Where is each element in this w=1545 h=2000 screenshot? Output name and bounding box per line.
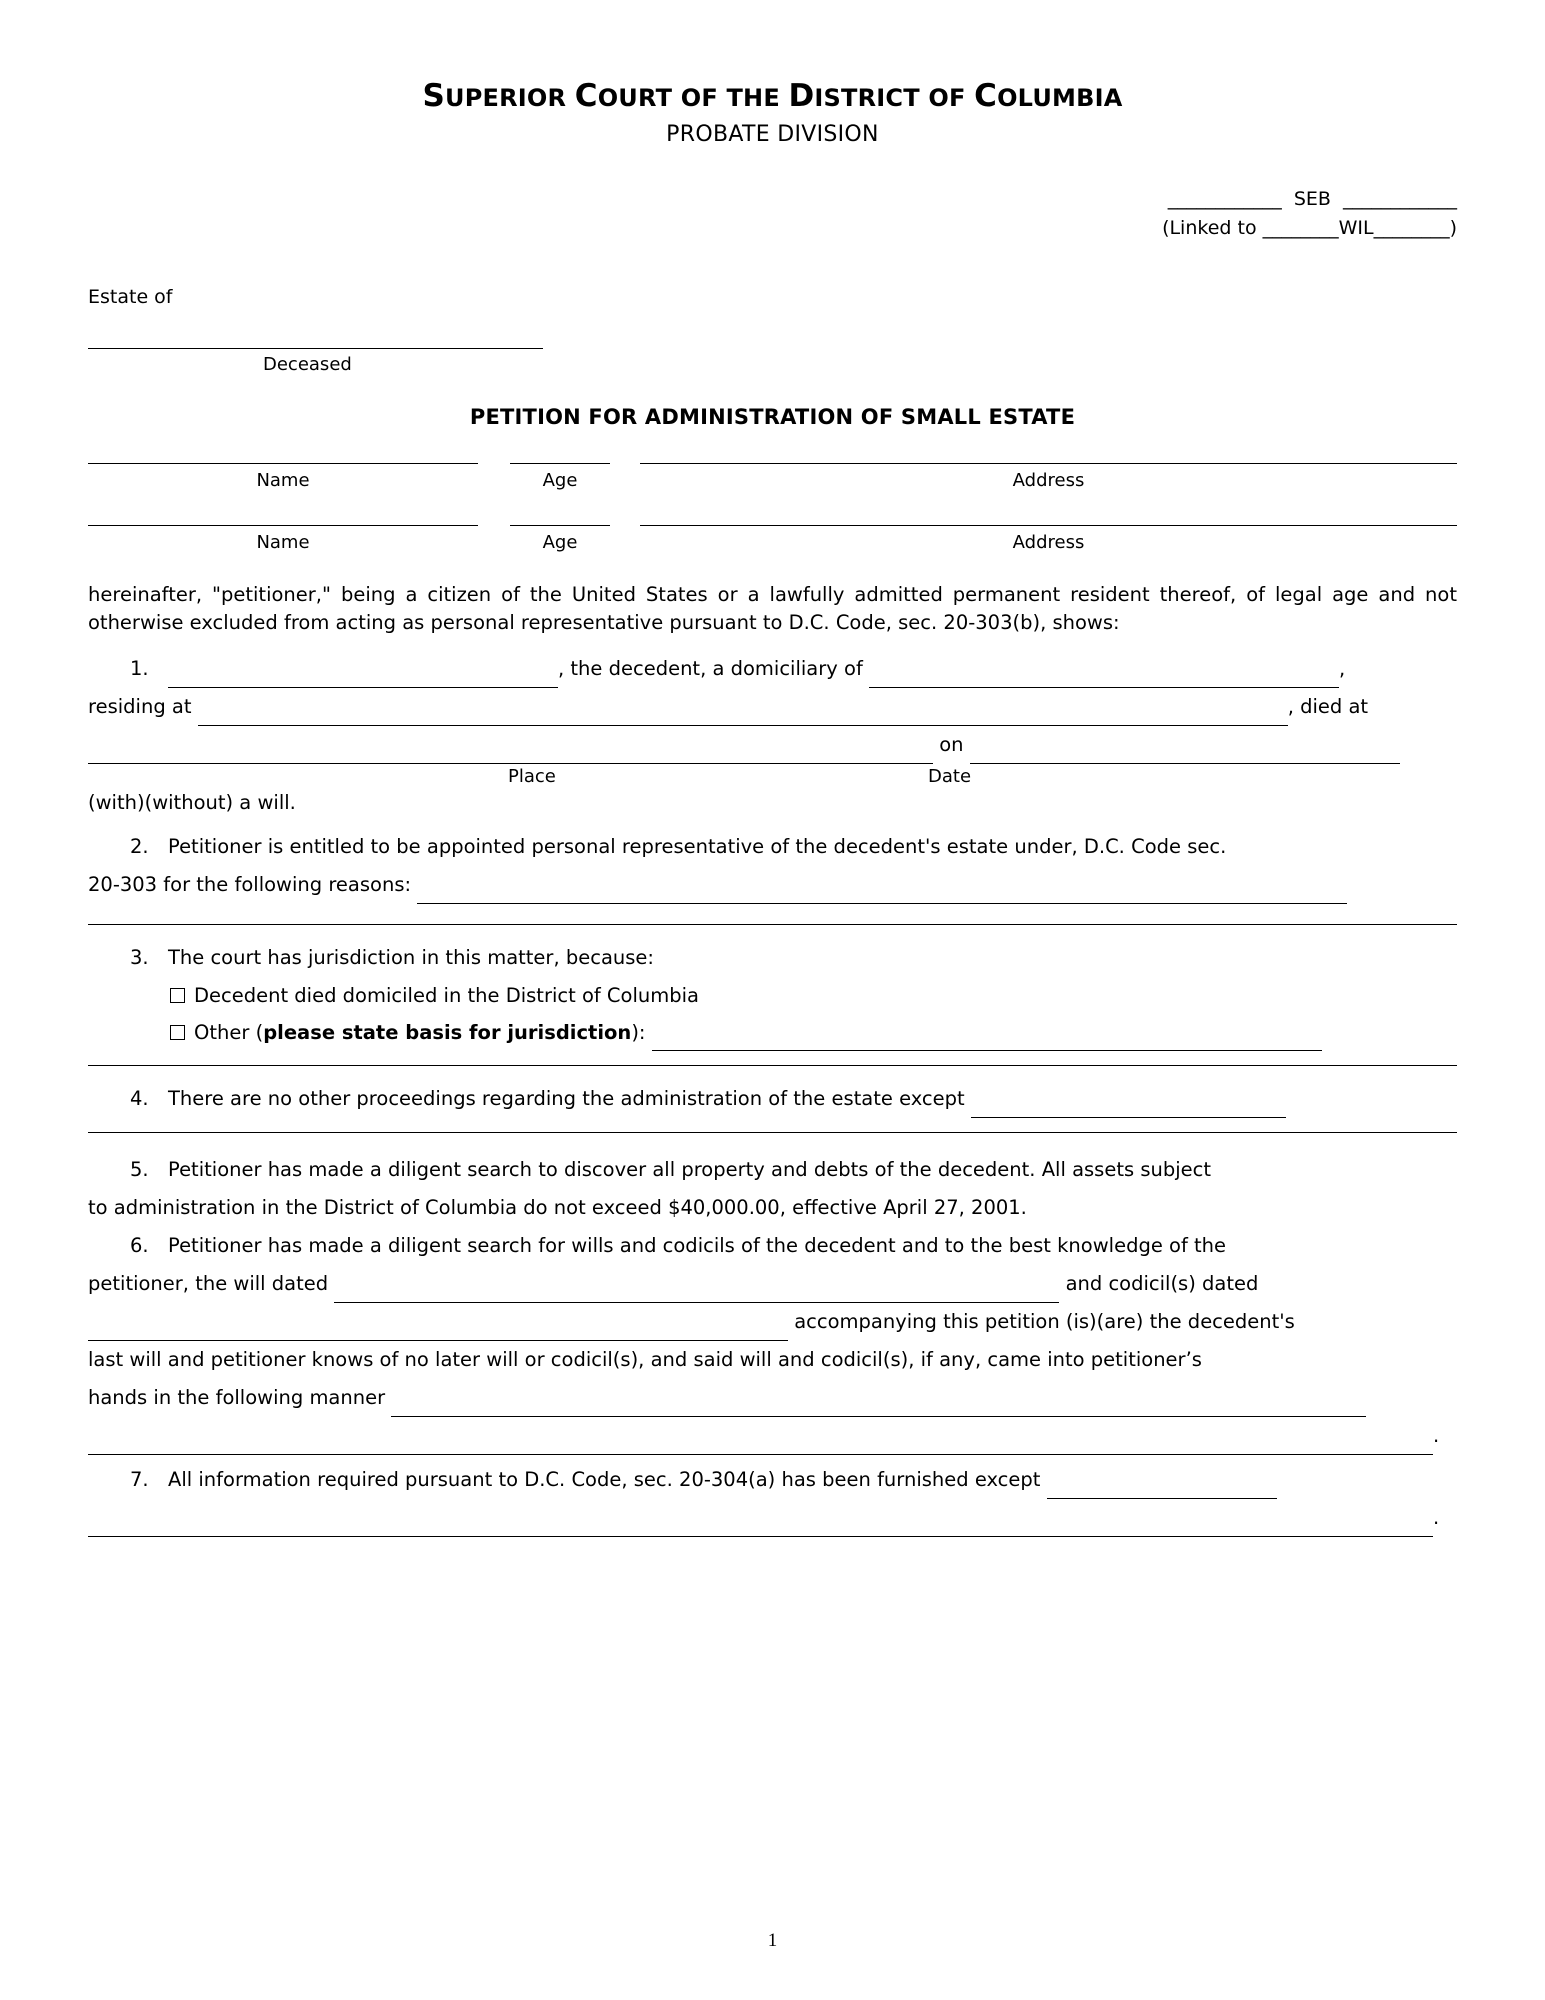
jurisdiction-option-2-post: ): [631, 1020, 646, 1044]
item-6 [88, 1227, 1457, 1265]
item-5-number: 5. [130, 1157, 149, 1181]
hands-manner-blank[interactable] [391, 1395, 1366, 1416]
petitioner-name-field[interactable] [88, 463, 478, 464]
place-caption: Place [508, 766, 556, 788]
item-6-line2 [88, 1265, 1457, 1303]
appointment-reasons-blank-2[interactable] [88, 924, 1457, 925]
petition-title: PETITION FOR ADMINISTRATION OF SMALL ESTATE [469, 405, 1076, 429]
column-header-age: Age [542, 532, 578, 553]
item-1-line2 [88, 688, 1457, 726]
item-6-line3 [88, 1303, 1457, 1341]
item-5 [88, 1151, 1457, 1189]
information-exception-blank[interactable] [1047, 1478, 1277, 1499]
column-header-address: Address [1012, 470, 1085, 491]
petitioner-address-field[interactable] [640, 463, 1457, 464]
item-7-line2 [88, 1499, 1457, 1537]
date-of-death-blank[interactable] [970, 743, 1400, 764]
item-2-line2 [88, 866, 1457, 904]
residing-at-label: residing at [88, 695, 192, 719]
hands-manner-blank-2[interactable] [88, 1433, 1433, 1454]
jurisdiction-option-2-pre: Other ( [194, 1020, 264, 1044]
item-6-period: . [1433, 1423, 1440, 1447]
jurisdiction-basis-blank-2[interactable] [88, 1065, 1457, 1066]
item-1-line3 [88, 726, 1457, 764]
deceased-caption: Deceased [263, 354, 352, 375]
petitioner-age-field[interactable] [510, 525, 610, 526]
item-4 [88, 1080, 1457, 1118]
item-6-number: 6. [130, 1233, 149, 1257]
other-proceedings-blank-2[interactable] [88, 1132, 1457, 1133]
will-dated-label: petitioner, the will dated [88, 1271, 329, 1295]
item-1-number: 1. [130, 657, 149, 681]
appointment-reasons-blank[interactable] [417, 882, 1347, 903]
with-without-will-line: (with)(without) a will. [88, 791, 296, 815]
page-title [88, 78, 1457, 114]
jurisdiction-option-1-label: Decedent died domiciled in the District of Columbia [194, 983, 700, 1007]
item-7 [88, 1461, 1457, 1499]
item-6-line4: last will and petitioner knows of no later will or codicil(s), and said will and codicil(s), if any, came into petitioner’s [88, 1347, 1202, 1371]
domicile-blank[interactable] [869, 667, 1339, 688]
other-proceedings-blank[interactable] [971, 1096, 1286, 1117]
item-5-line2: to administration in the District of Columbia do not exceed $40,000.00, effective April 27, 2001. [88, 1195, 1027, 1219]
court-title-text: SUPERIOR COURT OF THE DISTRICT OF COLUMBIA [422, 78, 1123, 114]
column-header-name: Name [256, 532, 310, 553]
estate-of-label: Estate of [88, 286, 173, 308]
case-number-line: ____________ SEB ____________ [1167, 188, 1457, 210]
item-2 [88, 828, 1457, 866]
checkbox-icon[interactable] [170, 988, 185, 1003]
column-header-age: Age [542, 470, 578, 491]
item-1 [88, 650, 1457, 688]
item-2-text: Petitioner is entitled to be appointed personal representative of the decedent's estate under, D.C. Code sec. [168, 834, 1227, 858]
item-3-text: The court has jurisdiction in this matter, because: [168, 945, 654, 969]
date-caption: Date [928, 766, 972, 788]
item-7-number: 7. [130, 1467, 149, 1491]
intro-paragraph: hereinafter, "petitioner," being a citizen of the United States or a lawfully admitted permanent resident thereof, of legal age and not otherwise excluded from acting as personal representative pursuant to D.C. Code, sec. 20-303(b), shows: [88, 583, 1457, 634]
item-4-text: There are no other proceedings regarding the administration of the estate except [168, 1086, 965, 1110]
hands-manner-label: hands in the following manner [88, 1385, 386, 1409]
item-6-line5 [88, 1379, 1457, 1417]
item-7-period: . [1433, 1505, 1440, 1529]
petitioner-address-field[interactable] [640, 525, 1457, 526]
item-5-text: Petitioner has made a diligent search to discover all property and debts of the decedent. All assets subject [168, 1157, 1212, 1181]
item-6-text: Petitioner has made a diligent search for wills and codicils of the decedent and to the best knowledge of the [168, 1233, 1227, 1257]
information-exception-blank-2[interactable] [88, 1516, 1433, 1537]
place-of-death-blank[interactable] [88, 743, 933, 764]
item-7-text: All information required pursuant to D.C. Code, sec. 20-304(a) has been furnished except [168, 1467, 1041, 1491]
residing-address-blank[interactable] [198, 705, 1288, 726]
petitioner-row-captions [88, 532, 1457, 553]
item-1-captions [88, 766, 1457, 788]
petitioner-age-field[interactable] [510, 463, 610, 464]
jurisdiction-basis-blank[interactable] [652, 1029, 1322, 1050]
item-1-text-a: , the decedent, a domiciliary of [558, 657, 863, 681]
item-6-line6 [88, 1417, 1457, 1455]
item-3-number: 3. [130, 945, 149, 969]
item-1-text-b: , [1339, 657, 1346, 681]
decedent-name-blank[interactable] [168, 667, 558, 688]
item-2-text-b: 20-303 for the following reasons: [88, 872, 412, 896]
page-number: 1 [767, 1930, 778, 1951]
petitioner-name-field[interactable] [88, 525, 478, 526]
petitioner-row [88, 463, 1457, 464]
on-label: on [939, 733, 964, 757]
item-2-number: 2. [130, 834, 149, 858]
column-header-name: Name [256, 470, 310, 491]
codicil-date-blank[interactable] [88, 1319, 788, 1340]
division-subtitle: PROBATE DIVISION [666, 122, 879, 147]
decedent-name-field[interactable] [88, 348, 543, 349]
will-date-blank[interactable] [334, 1281, 1059, 1302]
item-6-text-d: accompanying this petition (is)(are) the decedent's [794, 1309, 1295, 1333]
jurisdiction-option-other[interactable] [88, 1014, 1457, 1051]
case-number-block [88, 185, 1457, 242]
item-4-number: 4. [130, 1086, 149, 1110]
jurisdiction-option-domiciled[interactable] [88, 977, 1457, 1014]
checkbox-icon[interactable] [170, 1025, 185, 1040]
column-header-address: Address [1012, 532, 1085, 553]
jurisdiction-option-2-bold: please state basis for jurisdiction [263, 1020, 632, 1044]
codicils-dated-label: and codicil(s) dated [1065, 1271, 1259, 1295]
petitioner-row [88, 525, 1457, 526]
item-3 [88, 939, 1457, 977]
died-at-label: , died at [1287, 695, 1369, 719]
linked-case-line: (Linked to ________WIL________) [1162, 216, 1457, 239]
petitioner-row-captions [88, 470, 1457, 491]
